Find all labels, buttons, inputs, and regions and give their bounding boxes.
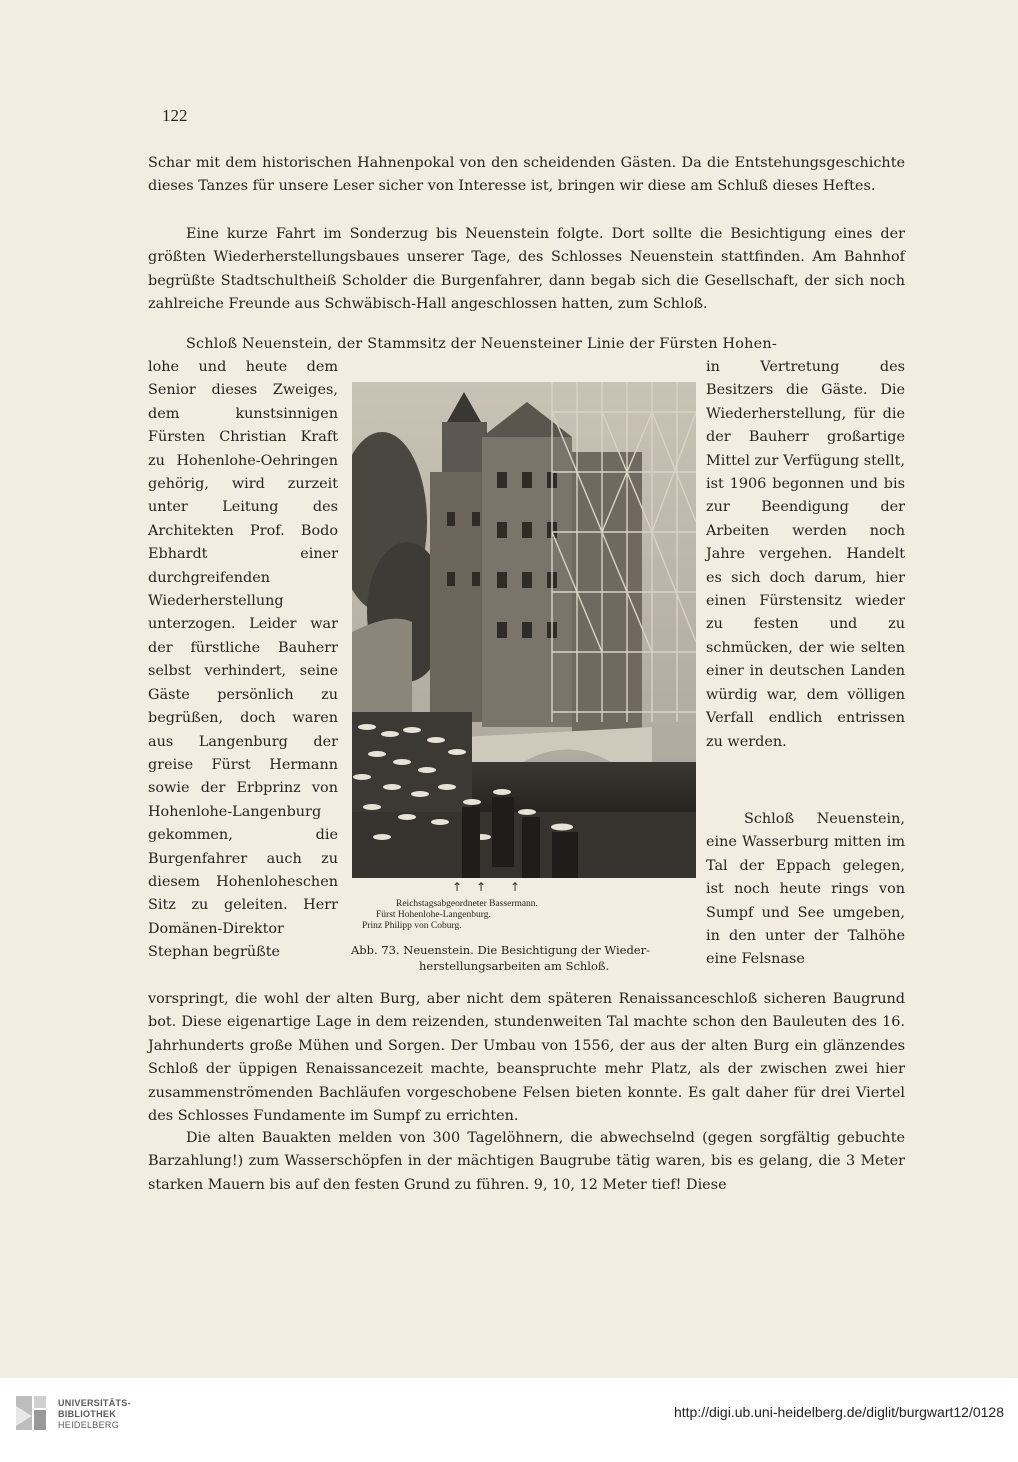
arrow-up-icon: ↑ — [452, 880, 463, 894]
figure-pointer-arrows — [440, 880, 540, 896]
library-name-line-2: BIBLIOTHEK — [58, 1409, 116, 1419]
left-column-text: lohe und heute dem Senior dieses Zweiges, dem kunstsinnigen Fürsten Christian Kraft zu Hohenlohe-Oehringen gehörig, wird zurzeit unter Leitung des Architekten Prof. Bodo Ebhardt einer durchgreifenden Wiederherstellung unterzogen. Leider war der fürstliche Bauherr selbst verhindert, seine Gäste persönlich zu begrüßen, doch waren aus Langenburg der greise Fürst Hermann sowie der Erbprinz von Hohenlohe-Langenburg gekommen, die Burgenfahrer auch zu diesem Hohenloheschen Sitz zu geleiten. Herr Domänen-Direktor Stephan begrüßte — [148, 359, 338, 961]
credit-line: Fürst Hohenlohe-Langenburg. — [376, 910, 491, 920]
footer-bar — [0, 1378, 1018, 1462]
page-number: 122 — [162, 106, 188, 125]
figure-person-credits — [360, 899, 660, 932]
right-column-text-b: Schloß Neuenstein, eine Wasserburg mitten im Tal der Eppach gelegen, ist noch heute rings von Sumpf und See umgeben, in den unter der Talhöhe eine Felsnase — [706, 811, 905, 968]
paragraph-3-first-line: Schloß Neuenstein, der Stammsitz der Neuensteiner Linie der Fürsten Hohen- — [186, 336, 777, 352]
paragraph-5: Die alten Bauakten melden von 300 Tagelöhnern, die abwechselnd (gegen sorgfältig gebuchte Barzahlung!) zum Wasserschöpfen in der mächtigen Baugrube tätig waren, bis es gelang, die 3 Meter starken Mauern bis auf den festen Grund zu führen. 9, 10, 12 Meter tief! Diese — [148, 1130, 905, 1193]
castle-photo-illustration — [352, 382, 696, 878]
paragraph-2: Eine kurze Fahrt im Sonderzug bis Neuenstein folgte. Dort sollte die Besichtigung eines der größten Wiederherstellungsbaues unserer Tage, des Schlosses Neuenstein stattfinden. Am Bahnhof begrüßte Stadtschultheiß Scholder die Burgenfahrer, dann begab sich die Gesellschaft, der sich noch zahlreiche Freunde aus Schwäbisch-Hall angeschlossen hatten, zum Schloß. — [148, 226, 905, 313]
right-column-text-a: in Vertretung des Besitzers die Gäste. Die Wiederherstellung, für die der Bauherr großartige Mittel zur Verfügung stellt, ist 1906 begonnen und bis zur Beendigung der Arbeiten werden noch Jahre vergehen. Handelt es sich doch darum, hier einen Fürstensitz wieder zu festen und zu schmücken, der wie selten einer in deutschen Landen würdig war, dem völligen Verfall endlich entrissen zu werden. — [706, 359, 905, 750]
paragraph-1: Schar mit dem historischen Hahnenpokal von den scheidenden Gästen. Da die Entstehungsgeschichte dieses Tanzes für unsere Leser sicher von Interesse ist, bringen wir diese am Schluß dieses Heftes. — [148, 155, 905, 195]
arrow-up-icon: ↑ — [476, 880, 487, 894]
arrow-up-icon: ↑ — [510, 880, 521, 894]
credit-line: Reichstagsabgeordneter Bassermann. — [396, 899, 538, 909]
paragraph-4: vorspringt, die wohl der alten Burg, aber nicht dem späteren Renaissanceschloß sicheren Baugrund bot. Diese eigenartige Lage in dem reizenden, stundenweiten Tal machte schon den Bauleuten des 16. Jahrhunderts große Mühen und Sorgen. Der Umbau von 1556, der aus der alten Burg ein glänzendes Schloß der üppigen Renaissancezeit machte, beanspruchte mehr Platz, als der zwischen zwei hier zusammenströmenden Bachläufen vorgeschobene Felsen bieten konnte. Es galt daher für drei Viertel des Schlosses Fundamente im Sumpf zu errichten. — [148, 991, 905, 1125]
caption-line-2: herstellungsarbeiten am Schloß. — [419, 959, 610, 973]
castle-photograph — [352, 382, 696, 878]
library-name-line-3: HEIDELBERG — [58, 1420, 120, 1430]
credit-line: Prinz Philipp von Coburg. — [362, 921, 462, 931]
library-name — [58, 1398, 131, 1431]
caption-line-1: Abb. 73. Neuenstein. Die Besichtigung der Wieder- — [351, 943, 650, 957]
source-url-link[interactable]: http://digi.ub.uni-heidelberg.de/diglit/burgwart12/0128 — [673, 1404, 1004, 1420]
figure-caption — [351, 942, 703, 974]
university-library-logo-icon — [12, 1394, 50, 1432]
library-name-line-1: UNIVERSITÄTS- — [58, 1398, 131, 1408]
